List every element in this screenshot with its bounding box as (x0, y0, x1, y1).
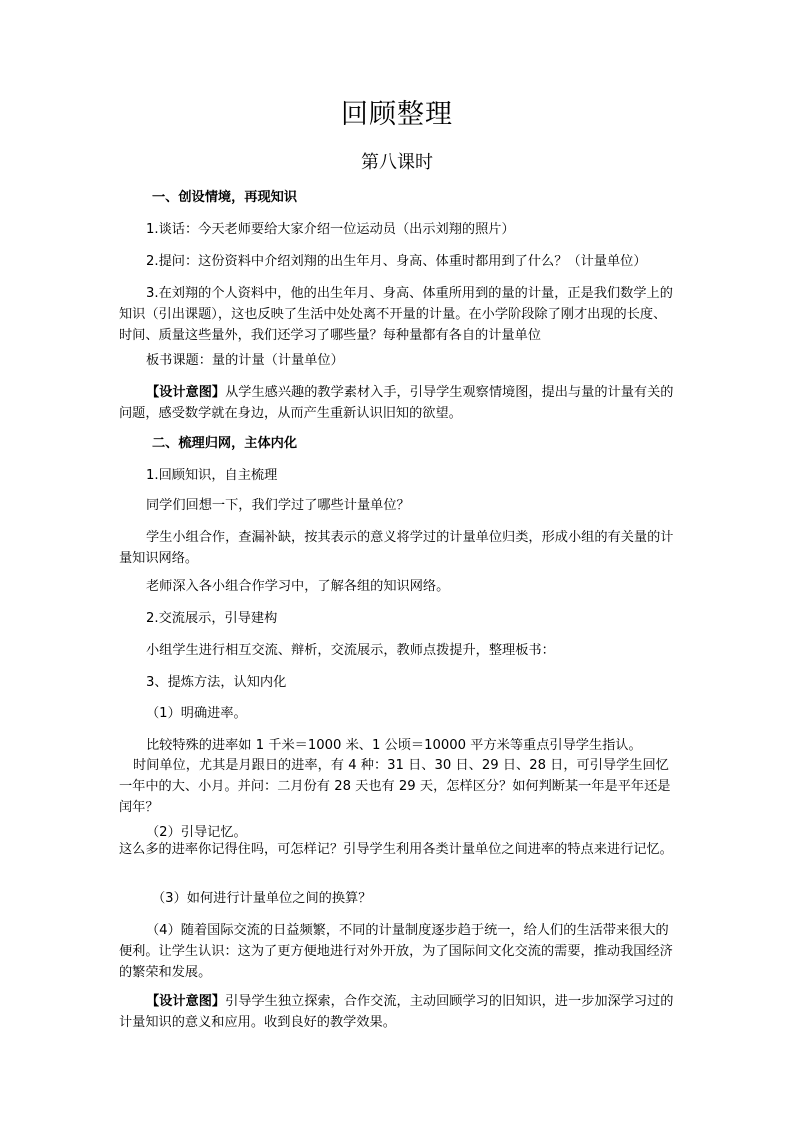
paragraph: 2.提问：这份资料中介绍刘翔的出生年月、身高、体重时都用到了什么？（计量单位） (146, 254, 647, 269)
paragraph: 板书课题：量的计量（计量单位） (146, 353, 344, 368)
design-intent-label: 【设计意图】 (146, 385, 226, 400)
design-intent-text: 引导学生独立探索，合作交流，主动回顾学习的旧知识，进一步加深学习过的计量知识的意义和应用。收到良好的教学效果。 (119, 994, 674, 1030)
design-intent-text: 从学生感兴趣的教学素材入手，引导学生观察情境图，提出与量的计量有关的问题，感受数学就在身边，从而产生重新认识旧知的欲望。 (119, 385, 674, 421)
page-subtitle: 第八课时 (361, 152, 433, 173)
paragraph: 1.回顾知识，自主梳理 (146, 468, 278, 483)
paragraph: （2）引导记忆。 (146, 825, 247, 840)
paragraph: 3、提炼方法，认知内化 (146, 675, 287, 690)
section-heading-2: 二、梳理归网，主体内化 (152, 436, 298, 451)
design-intent-paragraph (119, 991, 679, 1033)
paragraph: 学生小组合作，查漏补缺，按其表示的意义将学过的计量单位归类，形成小组的有关量的计量知识网络。 (119, 530, 674, 566)
section-heading-1: 一、创设情境，再现知识 (152, 190, 298, 205)
paragraph: 时间单位，尤其是月跟日的进率，有 4 种：31 日、30 日、29 日、28 日，可引导学生回忆一年中的大、小月。并问：二月份有 28 天也有 29 天，怎样区分？如何判断某一年是平年还是闰年？ (119, 758, 671, 815)
paragraph: （4）随着国际交流的日益频繁，不同的计量制度逐步趋于统一，给人们的生活带来很大的便利。让学生认识：这为了更方便地进行对外开放，为了国际间文化交流的需要，推动我国经济的繁荣和发展。 (119, 923, 673, 980)
paragraph: 老师深入各小组合作学习中，了解各组的知识网络。 (146, 579, 450, 594)
paragraph: 同学们回想一下，我们学过了哪些计量单位？ (146, 498, 410, 513)
design-intent-paragraph (119, 382, 679, 424)
paragraph: 比较特殊的进率如 1 千米＝1000 米、1 公顷＝10000 平方米等重点引导学生指认。 (146, 738, 642, 753)
paragraph: （3）如何进行计量单位之间的换算？ (152, 891, 372, 906)
paragraph: 小组学生进行相互交流、辩析，交流展示，教师点拨提升，整理板书： (146, 643, 555, 658)
paragraph: 2.交流展示，引导建构 (146, 611, 278, 626)
paragraph: （1）明确进率。 (146, 706, 247, 721)
design-intent-label: 【设计意图】 (146, 994, 226, 1009)
paragraph: 1.谈话：今天老师要给大家介绍一位运动员（出示刘翔的照片） (146, 222, 515, 237)
page-title: 回顾整理 (341, 99, 453, 130)
paragraph: 3.在刘翔的个人资料中，他的出生年月、身高、体重所用到的量的计量，正是我们数学上的知识（引出课题），这也反映了生活中处处离不开量的计量。在小学阶段除了刚才出现的长度、时间、质量这些量外，我们还学习了哪些量？每种量都有各自的计量单位 (119, 286, 673, 343)
paragraph: 这么多的进率你记得住吗，可怎样记？引导学生利用各类计量单位之间进率的特点来进行记忆。 (119, 842, 673, 857)
